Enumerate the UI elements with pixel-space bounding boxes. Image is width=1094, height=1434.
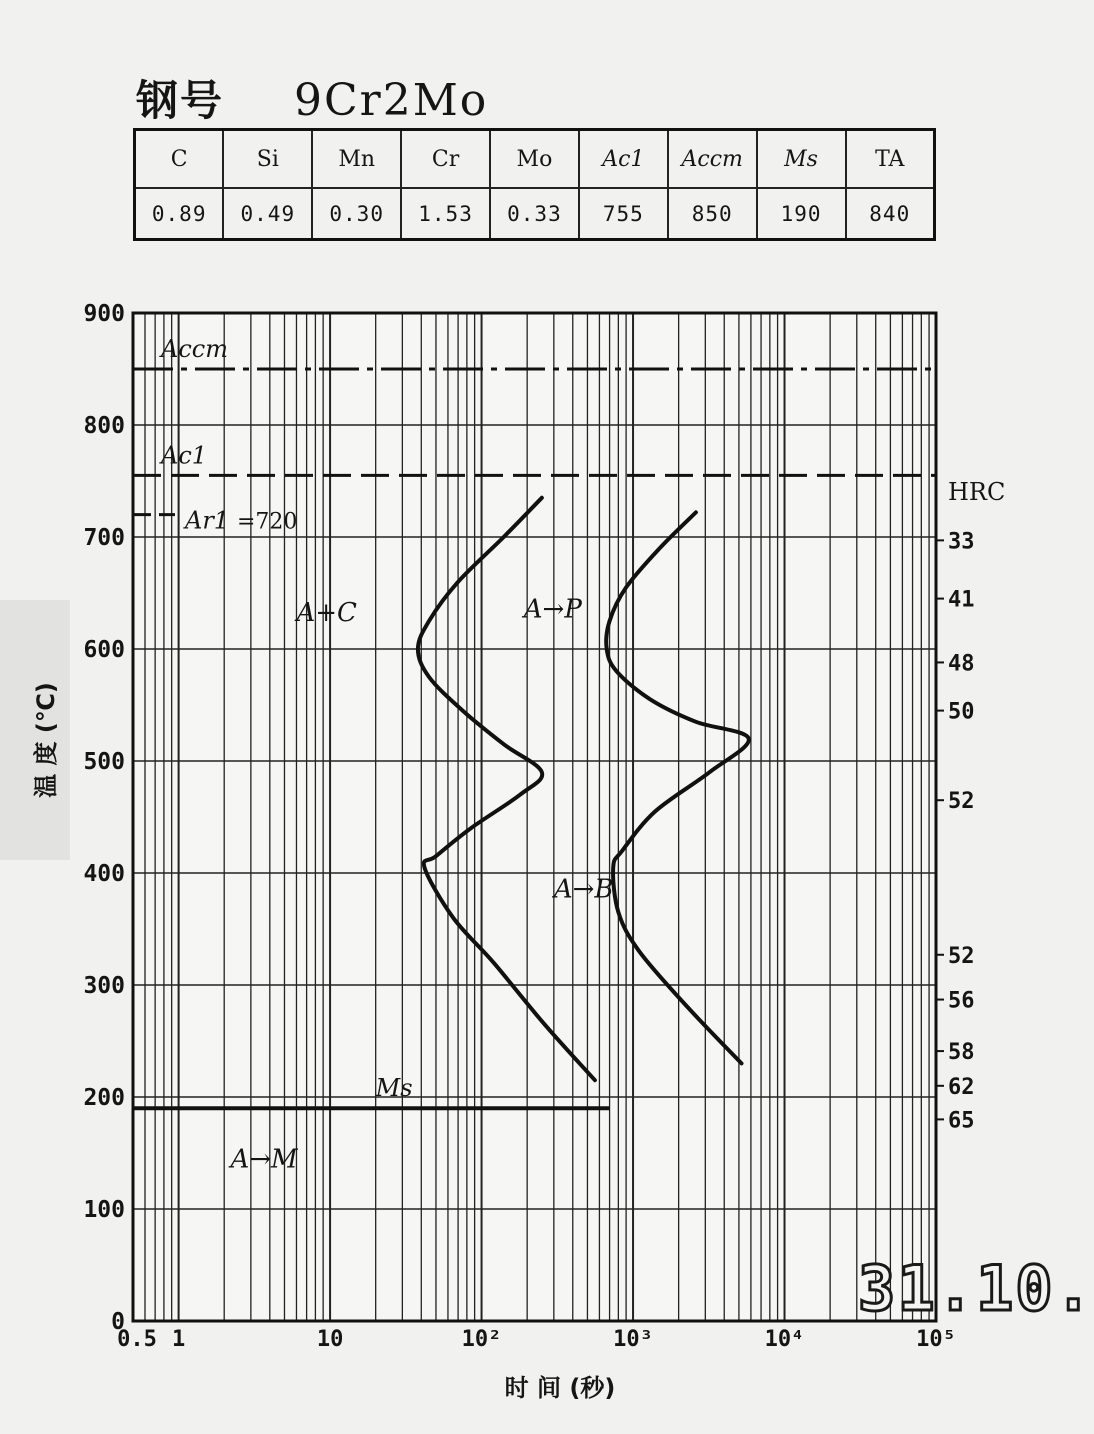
value-cell: 1.53 [401,188,490,240]
hrc-label: 33 [948,529,975,555]
y-tick-label: 900 [83,301,125,327]
header-cell: TA [846,130,935,189]
ac1-label: Ac1 [161,441,208,470]
x-tick-label: 10³ [613,1327,653,1352]
accm-label: Accm [161,335,228,363]
x-tick-label: 10⁴ [764,1327,805,1352]
region-label: A→P [523,594,582,625]
y-tick-label: 0 [111,1309,125,1335]
hrc-label: 56 [948,988,975,1014]
x-axis-title: 时 间 (秒) [504,1374,616,1402]
x-tick-label: 10² [461,1327,502,1352]
y-tick-label: 700 [83,525,125,551]
ar1-label: Ar1 [185,506,230,535]
value-cell: 0.49 [223,188,312,240]
value-cell: 755 [579,188,668,240]
y-tick-label: 600 [83,637,125,663]
x-tick-label: 1 [171,1327,186,1352]
hrc-label: 48 [948,651,975,677]
value-cell: 190 [757,188,846,240]
ar1-value-label: =720 [237,509,298,535]
region-label: A+C [296,598,357,628]
y-tick-label: 400 [83,861,125,887]
y-tick-label: 800 [83,413,125,439]
y-axis-title: 温 度 (℃) [32,682,60,798]
value-cell: 0.30 [312,188,401,240]
header-cell: Si [223,130,312,189]
x-tick-label: 10 [316,1327,344,1352]
hrc-label: 62 [948,1074,975,1100]
hrc-label: 58 [948,1040,975,1066]
region-label: A→M [230,1144,298,1175]
hrc-label: 65 [948,1108,975,1134]
hrc-axis-title: HRC [948,478,1006,506]
x-tick-label: 0.5 [117,1327,157,1352]
y-tick-label: 100 [83,1197,125,1223]
header-cell: Accm [668,130,757,189]
y-tick-label: 500 [83,749,125,775]
header-cell: Mo [490,130,579,189]
value-cell: 840 [846,188,935,240]
ms-label: Ms [375,1074,413,1103]
hrc-label: 50 [948,699,975,725]
hrc-label: 52 [948,943,975,969]
steel-grade: 9Cr2Mo [294,75,489,126]
hrc-label: 41 [948,587,975,613]
header-cell: Mn [312,130,401,189]
value-cell: 0.33 [490,188,579,240]
y-tick-label: 300 [83,973,125,999]
x-tick-label: 10⁵ [916,1327,956,1352]
header-cell: Ms [757,130,846,189]
header-cell: Cr [401,130,490,189]
date-stamp: 31.10. [858,1252,1094,1325]
y-tick-label: 200 [83,1085,125,1111]
value-cell: 850 [668,188,757,240]
value-cell: 0.89 [135,188,224,240]
region-label: A→B [553,874,614,905]
header-cell: Ac1 [579,130,668,189]
header-cell: C [135,130,224,189]
steel-number-label: 钢号 [136,76,225,125]
hrc-label: 52 [948,789,975,815]
